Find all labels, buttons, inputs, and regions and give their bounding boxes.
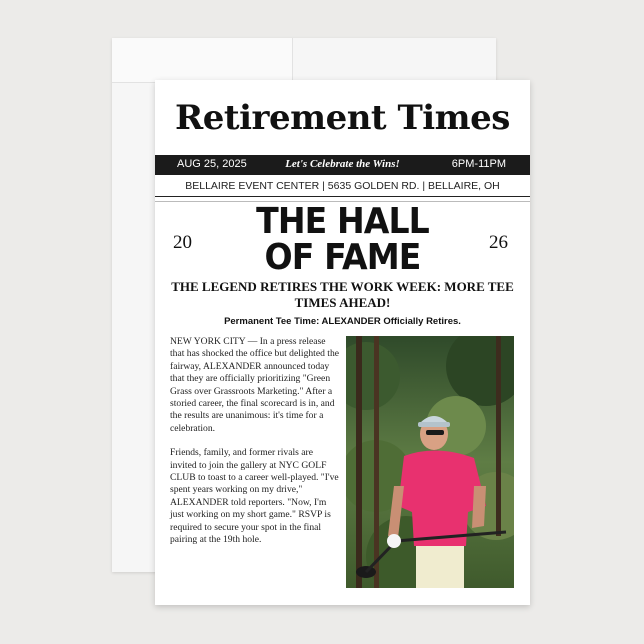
article-paragraph-2: Friends, family, and former rivals are invited to join the gallery at NYC GOLF CLUB to toast to a career well-played. "I've spent years working on my drive," ALEXANDER told reporters. "Now, I'm just working on my short game." RSVP is required to secure your spot in the final pairing at the 19th hole. (170, 447, 339, 546)
article (170, 336, 340, 559)
year-right: 26 (489, 232, 508, 253)
headline-line-2: OF FAME (264, 237, 421, 278)
invitation-card (155, 80, 530, 605)
slogan: Let's Celebrate the Wins! (285, 158, 400, 170)
deck-line: Permanent Tee Time: ALEXANDER Officially Retires. (224, 316, 461, 327)
envelope-flap (112, 38, 293, 83)
headline-line-1: THE HALL (256, 201, 429, 242)
divider (155, 196, 530, 197)
event-time: 6PM-11PM (451, 158, 506, 170)
golfer-photo (346, 336, 514, 588)
headline (170, 201, 515, 278)
subheadline: THE LEGEND RETIRES THE WORK WEEK: MORE TEE TIMES AHEAD! (171, 279, 514, 310)
masthead: Retirement Times (175, 98, 510, 138)
article-paragraph-1: NEW YORK CITY — In a press release that has shocked the office but delighted the fairway, ALEXANDER announced today that they are officially prioritizing "Green Grass over Grassroots Marketing." After a storied career, the final scorecard is in, and the results are unanimous: it's time for a celebration. (170, 336, 339, 434)
date-bar (155, 155, 530, 175)
event-date: AUG 25, 2025 (177, 158, 247, 170)
venue-line: BELLAIRE EVENT CENTER | 5635 GOLDEN RD. | BELLAIRE, OH (185, 180, 500, 192)
year-left: 20 (173, 232, 192, 253)
